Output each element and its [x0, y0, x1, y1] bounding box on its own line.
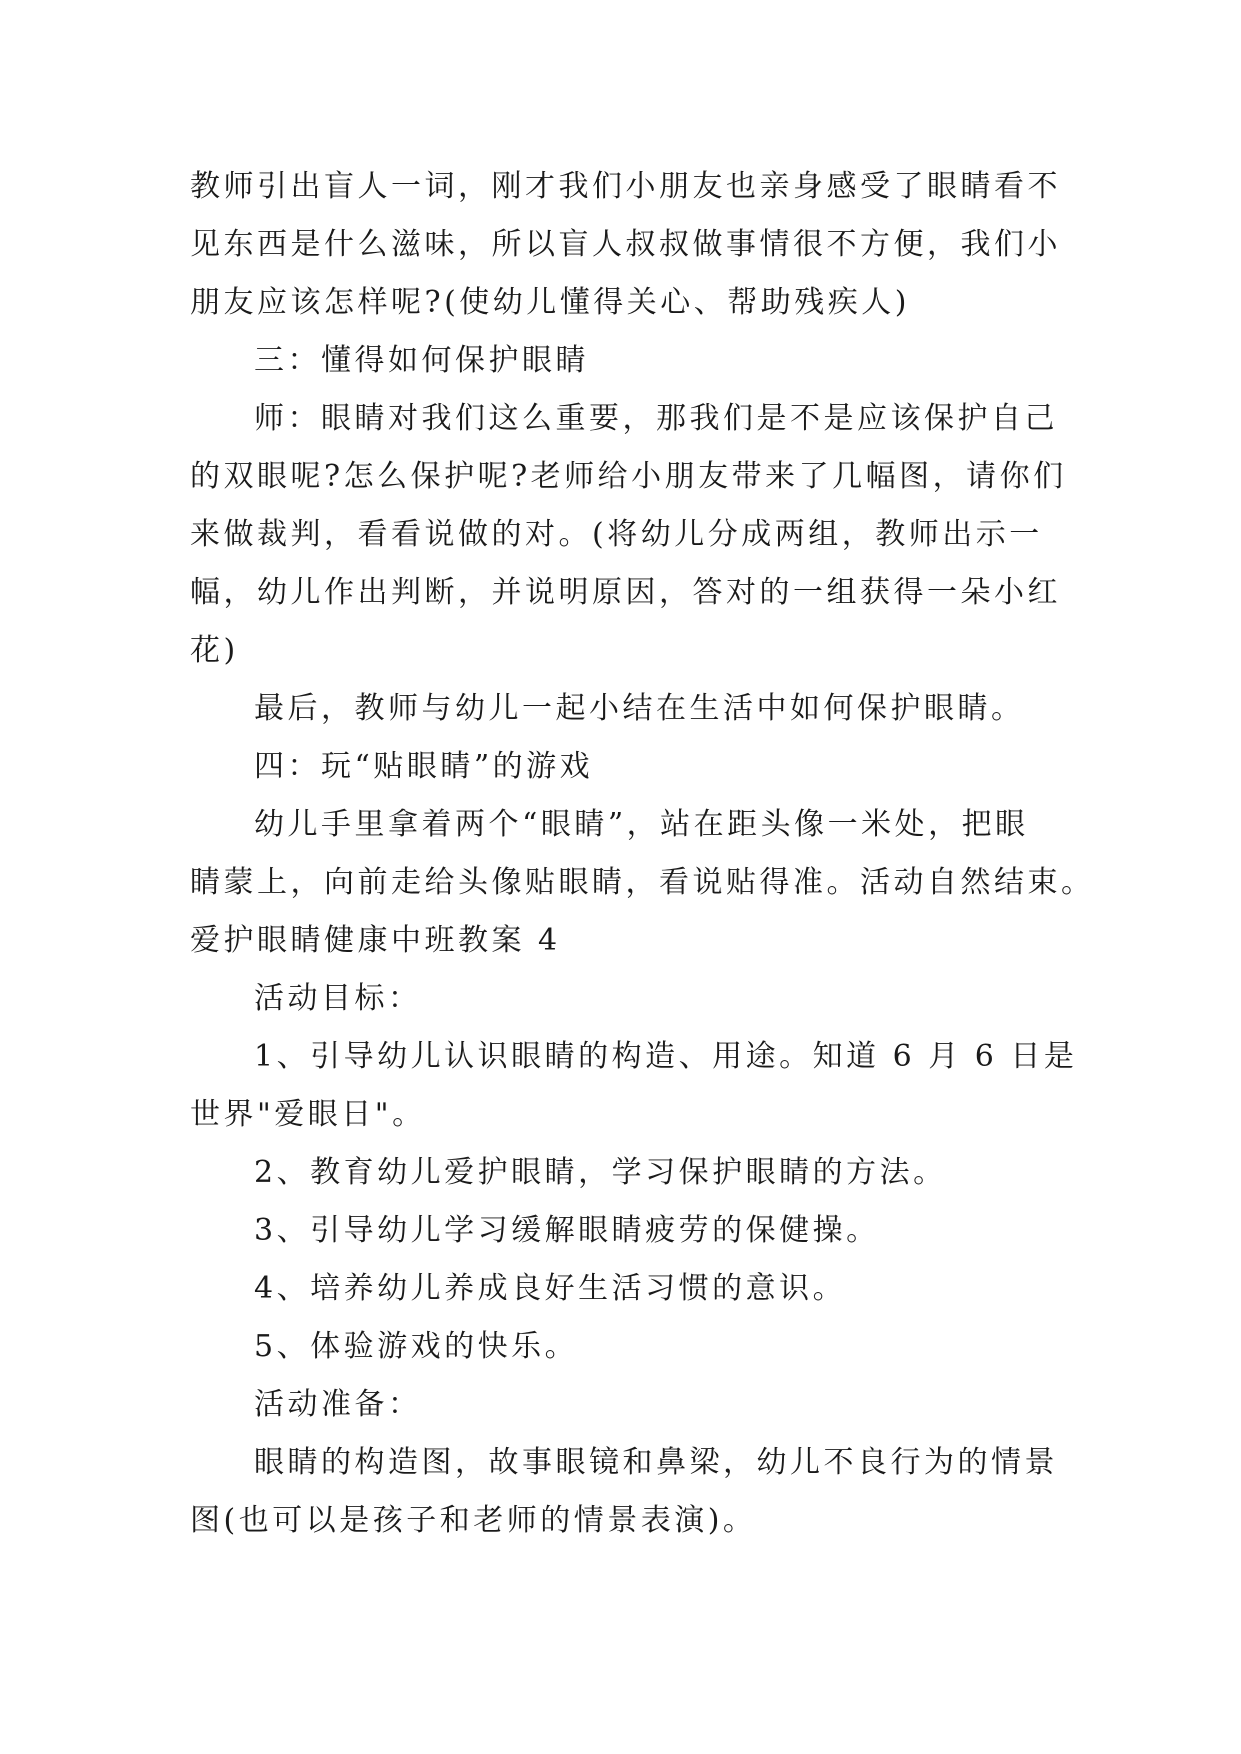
text-line: 四：玩“贴眼睛”的游戏: [254, 749, 594, 784]
text-line: 师：眼睛对我们这么重要，那我们是不是应该保护自己: [254, 401, 1058, 436]
text-line: 教师引出盲人一词，刚才我们小朋友也亲身感受了眼睛看不: [190, 169, 1061, 204]
text-line: 眼睛的构造图，故事眼镜和鼻梁，幼儿不良行为的情景: [254, 1445, 1058, 1480]
text-line: 1、引导幼儿认识眼睛的构造、用途。知道 6 月 6 日是: [254, 1039, 1078, 1074]
text-line: 最后，教师与幼儿一起小结在生活中如何保护眼睛。: [254, 691, 1025, 726]
text-line: 睛蒙上，向前走给头像贴眼睛，看说贴得准。活动自然结束。: [190, 865, 1095, 900]
text-line: 花): [190, 633, 239, 668]
text-line: 2、教育幼儿爱护眼睛，学习保护眼睛的方法。: [254, 1155, 947, 1190]
document-body: [190, 158, 1095, 1550]
text-line: 的双眼呢?怎么保护呢?老师给小朋友带来了几幅图，请你们: [190, 459, 1067, 494]
text-line: 活动准备：: [254, 1387, 422, 1422]
text-line: 朋友应该怎样呢?(使幼儿懂得关心、帮助残疾人): [190, 285, 910, 320]
text-line: 幅，幼儿作出判断，并说明原因，答对的一组获得一朵小红: [190, 575, 1061, 610]
text-line: 图(也可以是孩子和老师的情景表演)。: [190, 1503, 757, 1538]
text-line: 活动目标：: [254, 981, 422, 1016]
text-line: 4、培养幼儿养成良好生活习惯的意识。: [254, 1271, 847, 1306]
text-line: 3、引导幼儿学习缓解眼睛疲劳的保健操。: [254, 1213, 880, 1248]
text-line: 爱护眼睛健康中班教案 4: [190, 923, 561, 958]
text-line: 来做裁判，看看说做的对。(将幼儿分成两组，教师出示一: [190, 517, 1043, 552]
text-line: 幼儿手里拿着两个“眼睛”，站在距头像一米处，把眼: [254, 807, 1029, 842]
text-line: 见东西是什么滋味，所以盲人叔叔做事情很不方便，我们小: [190, 227, 1061, 262]
text-line: 世界"爱眼日"。: [190, 1097, 426, 1132]
text-line: 三：懂得如何保护眼睛: [254, 343, 589, 378]
text-line: 5、体验游戏的快乐。: [254, 1329, 579, 1364]
